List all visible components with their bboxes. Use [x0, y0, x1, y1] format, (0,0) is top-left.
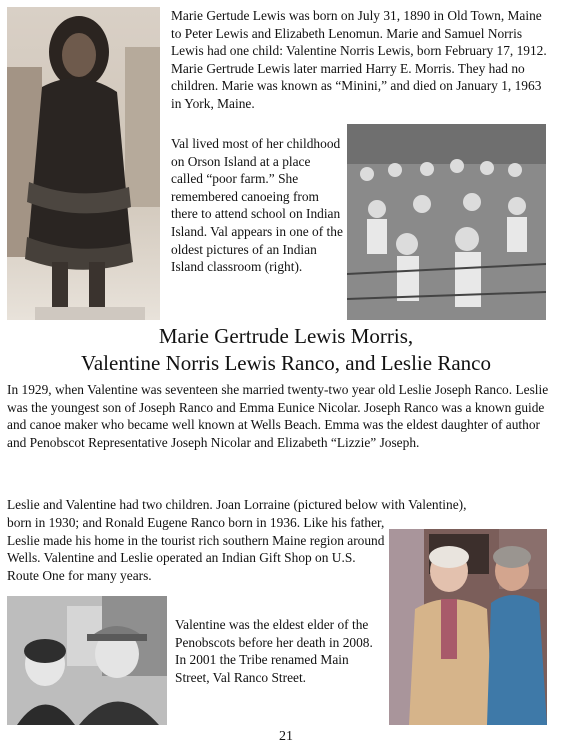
page-number: 21: [279, 729, 293, 744]
children-paragraph: born in 1930; and Ronald Eugene Ranco born in 1936. Like his father, Leslie made his home in the tourist rich southern Maine region around Wells. Valentine and Leslie operated an Indian Gift Shop on U.S. Route One for many years.: [7, 515, 385, 583]
children-paragraph-first-line: Leslie and Valentine had two children. Joan Lorraine (pictured below with Valentine),: [7, 497, 467, 512]
marriage-paragraph: In 1929, when Valentine was seventeen she married twenty-two year old Leslie Joseph Ranco. Leslie was the youngest son of Joseph Ranco and Emma Eunice Nicolar. Joseph Ranco was a known guide and canoe maker who became well known at Wells Beach. Emma was the eldest daughter of author and Penobscot Representative Joseph Nicolar and Elizabeth “Lizzie” Joseph.: [7, 382, 549, 450]
marie-biography-paragraph: Marie Gertude Lewis was born on July 31, 1890 in Old Town, Maine to Peter Lewis and Elizabeth Lenomun. Marie and Samuel Norris Lewis had one child: Valentine Norris Lewis, born February 17, 1912. Marie Gertrude Lewis later married Harry E. Morris. They had no children. Marie was known as “Minini,” and died on January 1, 1963 in York, Maine.: [171, 8, 547, 111]
page-heading-line-2: Valentine Norris Lewis Ranco, and Leslie Ranco: [81, 351, 491, 375]
classroom-photo: [347, 124, 546, 320]
marie-portrait-photo: [7, 7, 160, 320]
valentine-leslie-photo: [7, 596, 167, 725]
page-heading-line-1: Marie Gertrude Lewis Morris,: [158, 324, 414, 348]
eldest-elder-paragraph: Valentine was the eldest elder of the Penobscots before her death in 2008. In 2001 the Tribe renamed Main Street, Val Ranco Street.: [175, 617, 373, 685]
val-childhood-paragraph: Val lived most of her childhood on Orson Island at a place called “poor farm.” She remembered canoeing from there to attend school on Indian Island. Val appears in one of the oldest pictures of an Indian Island classroom (right).: [171, 136, 343, 275]
valentine-joan-photo: [389, 529, 547, 725]
